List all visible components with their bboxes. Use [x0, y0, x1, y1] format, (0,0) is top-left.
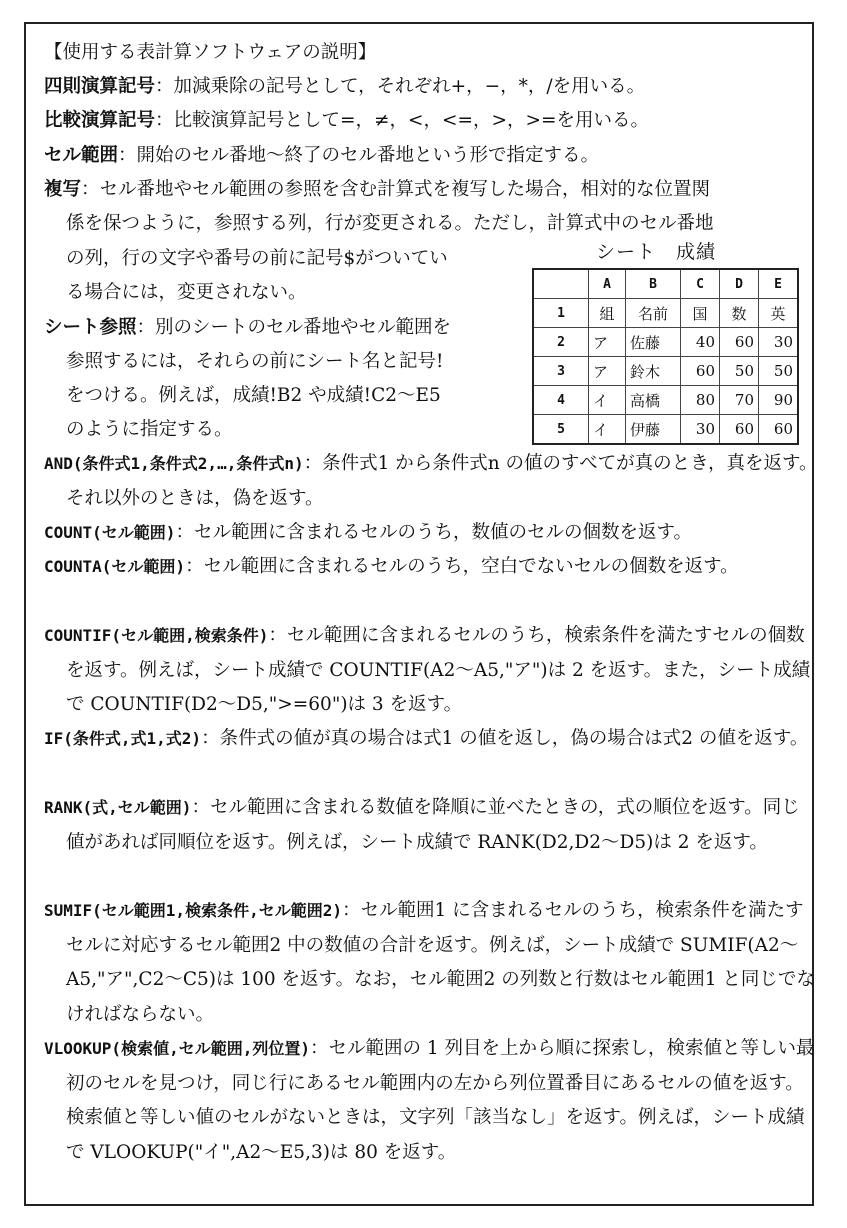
- table-cell: イ: [589, 415, 626, 445]
- func-and: AND(条件式1,条件式2,…,条件式n)：条件式1 から条件式n の値のすべてが真のとき，真を返す。それ以外のときは，偽を返す。: [44, 453, 818, 509]
- table-cell: 伊藤: [626, 415, 681, 445]
- table-cell: 英: [759, 299, 799, 328]
- table-cell: 60: [681, 357, 720, 386]
- column-header: C: [681, 269, 720, 299]
- row-header: 3: [533, 357, 589, 386]
- copy-line2: 係を保つように，参照する列，行が変更される。ただし，計算式中のセル番地: [66, 213, 714, 234]
- table-cell: 高橋: [626, 386, 681, 415]
- table-cell: 70: [720, 386, 759, 415]
- row-header: 2: [533, 328, 589, 357]
- table-cell: 60: [720, 415, 759, 445]
- func-counta: COUNTA(セル範囲)：セル範囲に含まれるセルのうち，空白でないセルの個数を返す。: [44, 556, 739, 577]
- table-cell: 30: [681, 415, 720, 445]
- intro-cell-range: セル範囲：開始のセル番地〜終了のセル番地という形で指定する。: [44, 145, 600, 166]
- column-header: A: [589, 269, 626, 299]
- func-countif: COUNTIF(セル範囲,検索条件)：セル範囲に含まれるセルのうち，検索条件を満たすセルの個数を返す。例えば，シート成績で COUNTIF(A2〜A5,"ア")は 2 を返す。また，シート成績で COUNTIF(D2〜D5,">=60")は 3 を返す。: [44, 625, 811, 715]
- table-cell: ア: [589, 328, 626, 357]
- intro-comparison: 比較演算記号：比較演算記号として=，≠，<，<=，>，>=を用いる。: [44, 110, 650, 131]
- table-row: [533, 299, 798, 328]
- sheet-caption: シート 成績: [596, 241, 717, 263]
- column-header: B: [626, 269, 681, 299]
- table-cell: 60: [759, 415, 799, 445]
- table-cell: 50: [720, 357, 759, 386]
- func-sumif: SUMIF(セル範囲1,検索条件,セル範囲2)：セル範囲1 に含まれるセルのうち，検索条件を満たすセルに対応するセル範囲2 中の数値の合計を返す。例えば，シート成績で SUMIF(A2〜A5,"ア",C2〜C5)は 100 を返す。なお，セル範囲2 の列数と行数はセル範囲1 と同じでなければならない。: [44, 900, 815, 1025]
- table-row: [533, 386, 798, 415]
- table-cell: ア: [589, 357, 626, 386]
- table-row: [533, 328, 798, 357]
- row-header: 5: [533, 415, 589, 445]
- func-rank: RANK(式,セル範囲)：セル範囲に含まれる数値を降順に並べたときの，式の順位を返す。同じ値があれば同順位を返す。例えば，シート成績で RANK(D2,D2〜D5)は 2 を返す。: [44, 797, 800, 853]
- table-row: [533, 415, 798, 445]
- sheetref-line4: のように指定する。: [66, 419, 233, 440]
- copy-line3: の列，行の文字や番号の前に記号$がついてい: [66, 248, 448, 269]
- table-cell: イ: [589, 386, 626, 415]
- table-cell: 90: [759, 386, 799, 415]
- grade-sheet-table: [532, 268, 799, 445]
- func-vlookup: VLOOKUP(検索値,セル範囲,列位置)：セル範囲の 1 列目を上から順に探索し，検索値と等しい最初のセルを見つけ，同じ行にあるセル範囲内の左から列位置番目にあるセルの値を返す。検索値と等しい値のセルがないときは，文字列「該当なし」を返す。例えば，シート成績で VLOOKUP("イ",A2〜E5,3)は 80 を返す。: [44, 1038, 815, 1163]
- func-count: COUNT(セル範囲)：セル範囲に含まれるセルのうち，数値のセルの個数を返す。: [44, 522, 692, 543]
- corner-cell: [533, 269, 589, 299]
- column-header: D: [720, 269, 759, 299]
- copy-line4: る場合には，変更されない。: [66, 282, 307, 303]
- table-cell: 40: [681, 328, 720, 357]
- table-cell: 鈴木: [626, 357, 681, 386]
- table-cell: 数: [720, 299, 759, 328]
- table-row: [533, 357, 798, 386]
- table-cell: 50: [759, 357, 799, 386]
- intro-arithmetic: 四則演算記号：加減乗除の記号として，それぞれ+，−，*，/を用いる。: [44, 76, 646, 97]
- document-title: 【使用する表計算ソフトウェアの説明】: [44, 42, 377, 63]
- table-cell: 組: [589, 299, 626, 328]
- sheetref-line2: 参照するには，それらの前にシート名と記号!: [66, 351, 444, 372]
- copy-line1: 複写：セル番地やセル範囲の参照を含む計算式を複写した場合，相対的な位置関: [44, 179, 711, 200]
- table-cell: 国: [681, 299, 720, 328]
- sheetref-line1: シート参照：別のシートのセル番地やセル範囲を: [44, 317, 452, 338]
- row-header: 4: [533, 386, 589, 415]
- table-cell: 60: [720, 328, 759, 357]
- table-cell: 30: [759, 328, 799, 357]
- header-row: [533, 269, 798, 299]
- table-cell: 名前: [626, 299, 681, 328]
- sheetref-line3: をつける。例えば，成績!B2 や成績!C2〜E5: [66, 385, 441, 406]
- table-cell: 佐藤: [626, 328, 681, 357]
- row-header: 1: [533, 299, 589, 328]
- table-cell: 80: [681, 386, 720, 415]
- column-header: E: [759, 269, 799, 299]
- func-if: IF(条件式,式1,式2)：条件式の値が真の場合は式1 の値を返し，偽の場合は式2 の値を返す。: [44, 728, 809, 749]
